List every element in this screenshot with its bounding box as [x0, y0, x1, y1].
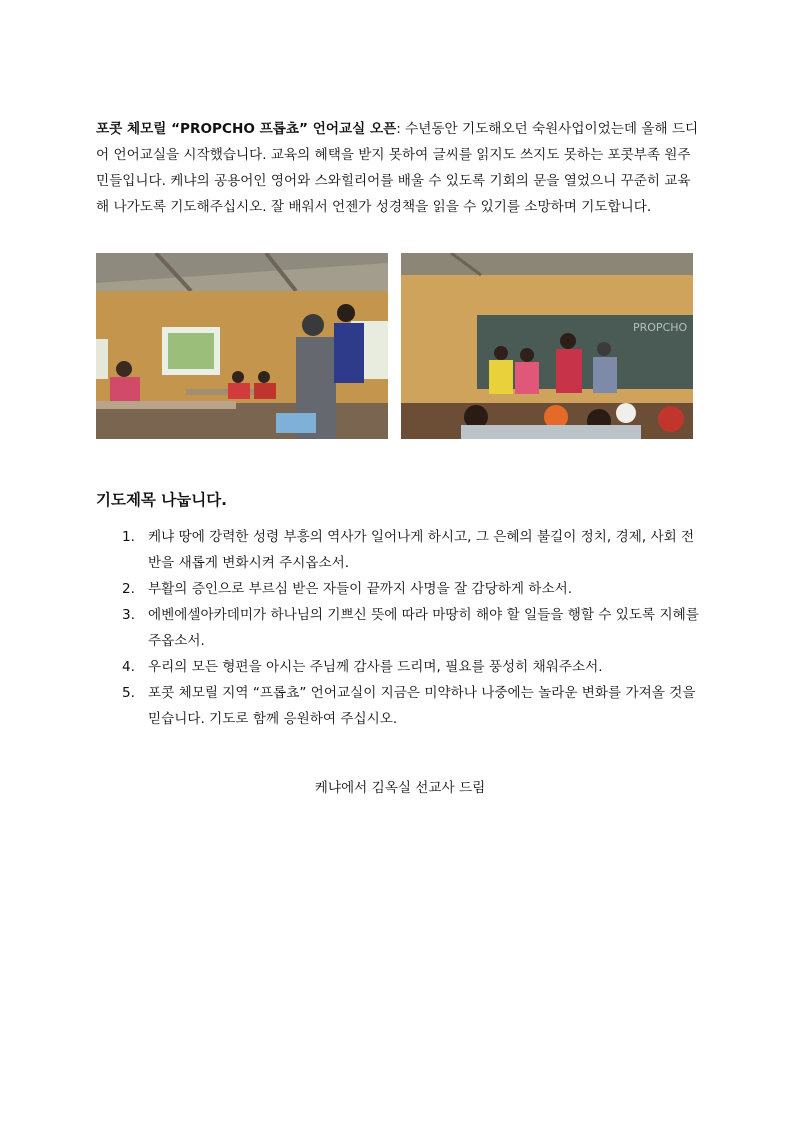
- prayer-item: [122, 602, 702, 654]
- prayer-item-number: 4.: [122, 659, 135, 675]
- prayer-item: [122, 654, 702, 680]
- classroom-photo-right: [401, 253, 693, 439]
- prayer-item-number: 2.: [122, 581, 135, 597]
- prayer-item: [122, 524, 702, 576]
- classroom-photo-left-image: [96, 253, 388, 439]
- prayer-item-number: 1.: [122, 529, 135, 545]
- prayer-item-text: 케냐 땅에 강력한 성령 부흥의 역사가 일어나게 하시고, 그 은혜의 불길이 정치, 경제, 사회 전반을 새롭게 변화시켜 주시옵소서.: [148, 529, 695, 571]
- prayer-item-text: 포콧 체모릴 지역 “프롭쵸” 언어교실이 지금은 미약하나 나중에는 놀라운 변화를 가져올 것을 믿습니다. 기도로 함께 응원하여 주십시오.: [148, 685, 696, 727]
- prayer-item-text: 우리의 모든 형편을 아시는 주님께 감사를 드리며, 필요를 풍성히 채워주소서.: [148, 659, 603, 675]
- prayer-item-text: 에벤에셀아카데미가 하나님의 기쁘신 뜻에 따라 마땅히 해야 할 일들을 행할 수 있도록 지혜를 주옵소서.: [148, 607, 699, 649]
- prayer-item-number: 3.: [122, 607, 135, 623]
- intro-body: : 수년동안 기도해오던 숙원사업이었는데 올해 드디어 언어교실을 시작했습니다. 교육의 혜택을 받지 못하여 글씨를 읽지도 쓰지도 못하는 포콧부족 원주민들입니다. 케냐의 공용어인 영어와 스와힐리어를 배울 수 있도록 기회의 문을 열었으니 꾸준히 교육해 나가도록 기도해주십시오. 잘 배워서 언젠가 성경책을 읽을 수 있기를 소망하며 기도합니다.: [96, 121, 699, 215]
- prayer-heading: 기도제목 나눕니다.: [96, 491, 228, 509]
- prayer-item: [122, 680, 702, 732]
- signature: 케냐에서 김옥실 선교사 드림: [314, 780, 486, 796]
- classroom-photo-left: [96, 253, 388, 439]
- prayer-item-number: 5.: [122, 685, 135, 701]
- chalkboard-text: PROPCHO: [633, 321, 688, 334]
- intro-title: 포콧 체모릴 “PROPCHO 프롭쵸” 언어교실 오픈: [96, 121, 397, 137]
- intro-paragraph: [96, 116, 702, 220]
- prayer-list: [122, 524, 702, 732]
- classroom-photo-right-image: [401, 253, 693, 439]
- prayer-item: [122, 576, 702, 602]
- prayer-item-text: 부활의 증인으로 부르심 받은 자들이 끝까지 사명을 잘 감당하게 하소서.: [148, 581, 573, 597]
